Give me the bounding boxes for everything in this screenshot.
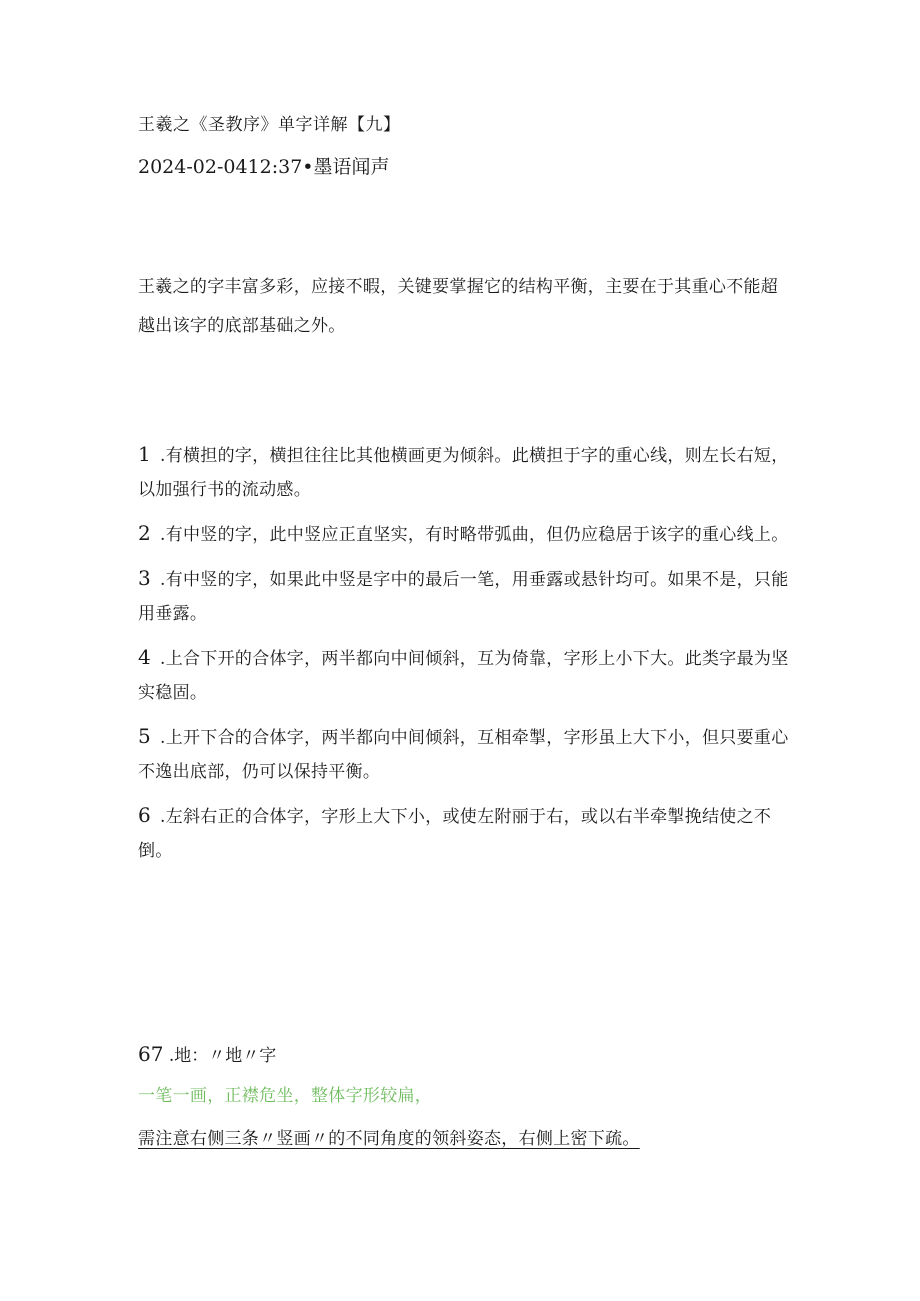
list-item xyxy=(138,561,793,631)
character-note-underlined: 需注意右侧三条〃竖画〃的不同角度的领斜姿态，右侧上密下疏。 xyxy=(138,1129,640,1149)
list-item xyxy=(138,437,793,507)
character-label: .地：〃地〃字 xyxy=(168,1046,277,1066)
rule-number: 6 xyxy=(138,803,152,827)
rule-number: 5 xyxy=(138,724,152,748)
rule-text: .有中竖的字，此中竖应正直坚实，有时略带弧曲，但仍应稳居于该字的重心线上。 xyxy=(160,525,789,545)
rule-number: 4 xyxy=(138,645,152,669)
rule-text: .上开下合的合体字，两半都向中间倾斜，互相牵掣，字形虽上大下小，但只要重心不逸出底部，仍可以保持平衡。 xyxy=(138,728,789,782)
character-heading xyxy=(138,1040,276,1070)
list-item xyxy=(138,798,793,868)
article-meta: 2024-02-0412:37•墨语闻声 xyxy=(138,156,390,178)
intro-paragraph: 王羲之的字丰富多彩，应接不暇，关键要掌握它的结构平衡，主要在于其重心不能超越出该字的底部基础之外。 xyxy=(138,277,779,336)
rule-text: .有中竖的字，如果此中竖是字中的最后一笔，用垂露或悬针均可。如果不是，只能用垂露。 xyxy=(138,570,789,624)
rule-number: 1 xyxy=(138,442,152,466)
rules-list xyxy=(138,437,793,877)
article-title: 王羲之《圣教序》单字详解【九】 xyxy=(138,115,401,135)
rule-number: 3 xyxy=(138,566,152,590)
rule-number: 2 xyxy=(138,521,152,545)
list-item xyxy=(138,640,793,710)
rule-text: .左斜右正的合体字，字形上大下小，或使左附丽于右，或以右半牵掣挽结使之不倒。 xyxy=(138,807,772,861)
character-number: 67 xyxy=(138,1042,164,1066)
character-note-green: 一笔一画，正襟危坐，整体字形较扁， xyxy=(138,1086,433,1106)
list-item xyxy=(138,719,793,789)
rule-text: .上合下开的合体字，两半都向中间倾斜，互为倚靠，字形上小下大。此类字最为坚实稳固。 xyxy=(138,649,789,703)
list-item xyxy=(138,516,793,552)
rule-text: .有横担的字，横担往往比其他横画更为倾斜。此横担于字的重心线，则左长右短，以加强行书的流动感。 xyxy=(138,446,789,500)
